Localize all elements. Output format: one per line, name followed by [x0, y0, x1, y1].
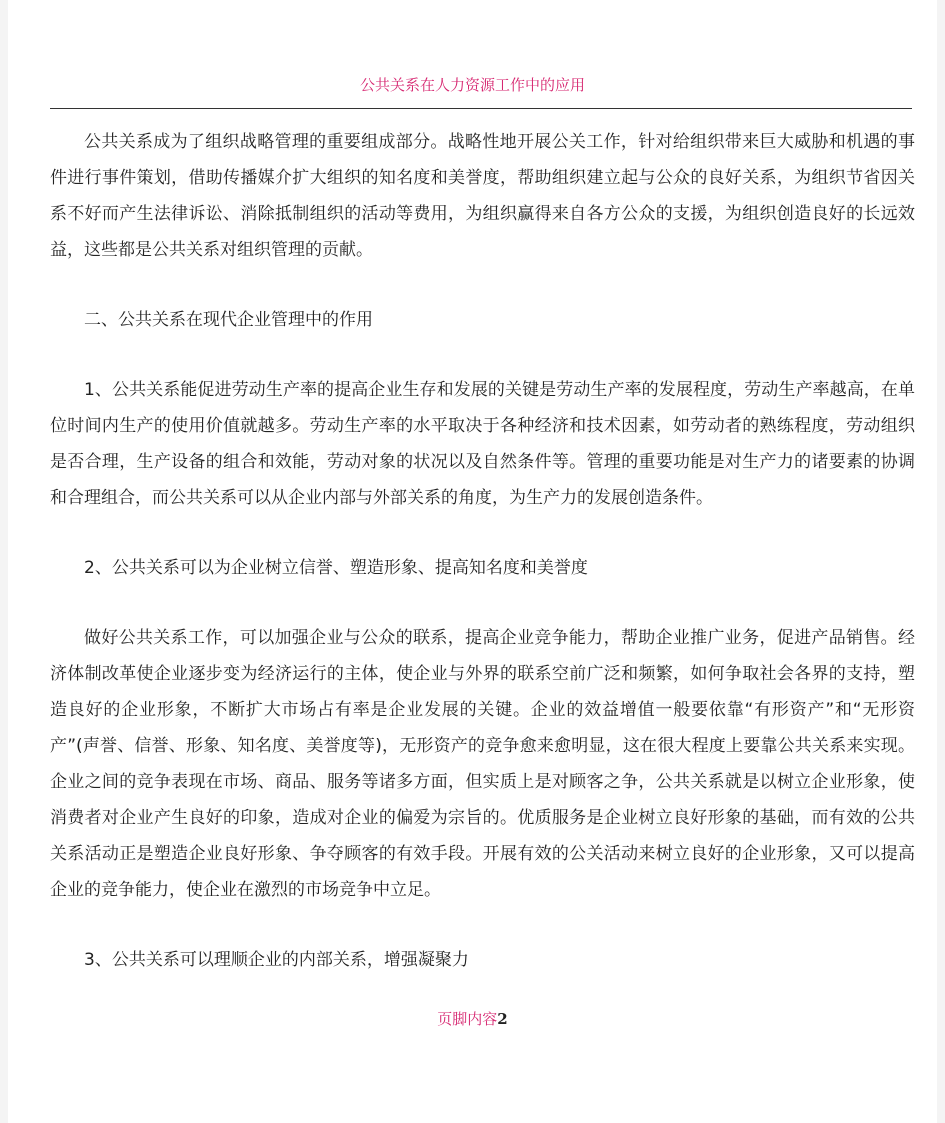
footer-label: 页脚内容	[437, 1010, 498, 1028]
page-header-title: 公共关系在人力资源工作中的应用	[359, 76, 585, 94]
paragraph-point-2-heading: 2、公共关系可以为企业树立信誉、塑造形象、提高知名度和美誉度	[84, 558, 588, 578]
document-body	[50, 124, 915, 1012]
document-page	[8, 0, 937, 1123]
page-number: 2	[497, 1010, 508, 1028]
header-divider	[50, 108, 912, 109]
page-footer	[8, 1008, 937, 1030]
paragraph-point-3-heading: 3、公共关系可以理顺企业的内部关系，增强凝聚力	[84, 950, 469, 970]
section-heading-2: 二、公共关系在现代企业管理中的作用	[84, 310, 373, 330]
paragraph-point-1: 1、公共关系能促进劳动生产率的提高企业生存和发展的关键是劳动生产率的发展程度，劳动生产率越高，在单位时间内生产的使用价值就越多。劳动生产率的水平取决于各种经济和技术因素，如劳动者的熟练程度，劳动组织是否合理，生产设备的组合和效能，劳动对象的状况以及自然条件等。管理的重要功能是对生产力的诸要素的协调和合理组合，而公共关系可以从企业内部与外部关系的角度，为生产力的发展创造条件。	[50, 380, 915, 508]
paragraph-intro: 公共关系成为了组织战略管理的重要组成部分。战略性地开展公关工作，针对给组织带来巨大威胁和机遇的事件进行事件策划，借助传播媒介扩大组织的知名度和美誉度，帮助组织建立起与公众的良好关系，为组织节省因关系不好而产生法律诉讼、消除抵制组织的活动等费用，为组织赢得来自各方公众的支援，为组织创造良好的长远效益，这些都是公共关系对组织管理的贡献。	[50, 132, 915, 260]
paragraph-point-2-body: 做好公共关系工作，可以加强企业与公众的联系，提高企业竞争能力，帮助企业推广业务，促进产品销售。经济体制改革使企业逐步变为经济运行的主体，使企业与外界的联系空前广泛和频繁，如何争取社会各界的支持，塑造良好的企业形象，不断扩大市场占有率是企业发展的关键。企业的效益增值一般要依靠“有形资产”和“无形资产”(声誉、信誉、形象、知名度、美誉度等)，无形资产的竞争愈来愈明显，这在很大程度上要靠公共关系来实现。企业之间的竞争表现在市场、商品、服务等诸多方面，但实质上是对顾客之争，公共关系就是以树立企业形象，使消费者对企业产生良好的印象，造成对企业的偏爱为宗旨的。优质服务是企业树立良好形象的基础，而有效的公共关系活动正是塑造企业良好形象、争夺顾客的有效手段。开展有效的公关活动来树立良好的企业形象，又可以提高企业的竞争能力，使企业在激烈的市场竞争中立足。	[50, 628, 915, 900]
